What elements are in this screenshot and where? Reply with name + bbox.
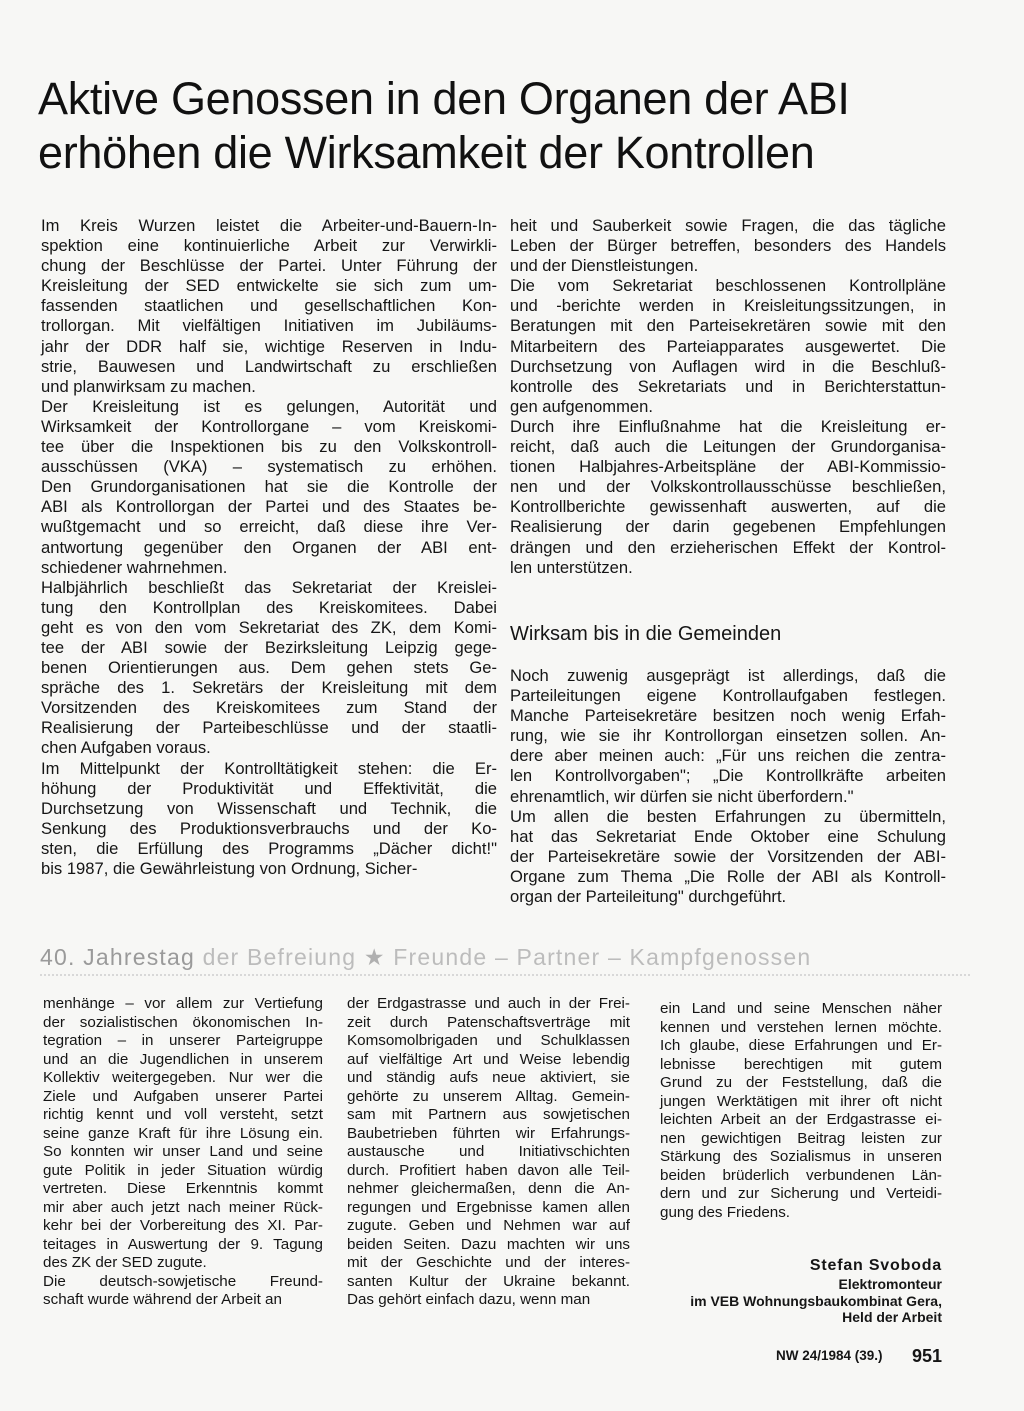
text-line: antwortung gegenüber den Organen der ABI ent-: [41, 537, 497, 557]
text-line: und der Dienstleistungen.: [510, 256, 699, 276]
text-line: spräche des 1. Sekretärs der Kreisleitung mit dem: [41, 678, 497, 698]
text-line: dern und zur Sicherung und Verteidi-: [660, 1185, 942, 1202]
text-line: höhung der Produktivität und Effektivität, die: [41, 778, 497, 798]
author-employer: im VEB Wohnungsbaukombinat Gera,: [690, 1292, 942, 1309]
author-occupation: Elektromonteur: [838, 1276, 942, 1292]
text-line: Kontrollberichte gewissenhaft auswerten, auf die: [510, 497, 946, 517]
text-line: Im Mittelpunkt der Kontrolltätigkeit stehen: die Er-: [41, 758, 497, 778]
text-line: vertreten. Diese Erkenntnis kommt: [43, 1180, 323, 1197]
text-line: Die vom Sekretariat beschlossenen Kontrollpläne: [510, 276, 946, 296]
text-line: und an die Jugendlichen in unserem: [43, 1050, 323, 1068]
text-line: kontrolle des Sekretariats und in Berichterstattun-: [510, 376, 946, 396]
text-line: tung den Kontrollplan des Kreiskomitees. Dabei: [41, 597, 497, 617]
text-line: Um allen die besten Erfahrungen zu übermitteln,: [510, 806, 946, 826]
text-line: Beratungen mit den Parteisekretären sowie mit den: [510, 316, 946, 336]
article-column-right-continued: [510, 666, 946, 907]
text-line: teitages in Auswertung der 9. Tagung: [43, 1235, 323, 1253]
text-line: Organe zum Thema „Die Rolle der ABI als Kontroll-: [510, 866, 946, 886]
text-line: Manche Parteisekretäre besitzen noch wenig Erfah-: [510, 706, 946, 726]
author-name: Stefan Svoboda: [809, 1257, 942, 1274]
text-line: tegration – in unserer Parteigruppe: [43, 1032, 323, 1049]
text-line: bis 1987, die Gewährleistung von Ordnung, Sicher-: [41, 859, 418, 878]
text-line: zugute. Geben und Nehmen war auf: [347, 1217, 630, 1234]
text-line: beiden Seiten. Dazu machten wir uns: [347, 1235, 630, 1253]
article-headline: [38, 72, 978, 180]
text-line: organ der Parteileitung" durchgeführt.: [510, 887, 787, 907]
text-line: Mitarbeitern des Parteiapparates ausgewertet. Die: [510, 336, 946, 356]
text-line: regungen und Ergebnisse kamen allen: [347, 1198, 630, 1216]
text-line: kennen und verstehen lernen möchte.: [660, 1018, 942, 1036]
text-line: lebnisse berechtigen mit gutem: [660, 1055, 942, 1073]
text-line: mit der Geschichte und der interes-: [347, 1254, 630, 1271]
letter-column-1: [43, 995, 323, 1310]
text-line: wußtgemacht und so erreicht, daß diese ihre Ver-: [41, 517, 497, 537]
text-line: Ziele und Aufgaben unserer Partei: [43, 1087, 323, 1105]
text-line: nehmer gleichermaßen, denn die An-: [347, 1180, 630, 1197]
headline-line-2: erhöhen die Wirksamkeit der Kontrollen: [38, 127, 815, 178]
text-line: Noch zuwenig ausgeprägt ist allerdings, daß die: [510, 666, 946, 685]
text-line: tee der ABI sowie der Bezirksleitung Leipzig gege-: [41, 637, 497, 657]
text-line: gung des Friedens.: [660, 1203, 791, 1221]
text-line: ehrenamtlich, wir dürfen sie nicht überfordern.": [510, 786, 854, 806]
text-line: Durchsetzung von Auflagen wird in die Beschluß-: [510, 356, 946, 376]
text-line: spektion eine kontinuierliche Arbeit zur Verwirkli-: [41, 236, 497, 256]
text-line: jungen Werktätigen mit ihrer oft nicht: [660, 1092, 942, 1110]
text-line: menhänge – vor allem zur Vertiefung: [43, 995, 323, 1012]
text-line: sam mit Partnern aus sowjetischen: [347, 1106, 630, 1123]
text-line: Realisierung der darin gegebenen Empfehlungen: [510, 517, 946, 537]
text-line: Kollektiv weitergegeben. Nur wer die: [43, 1069, 323, 1086]
text-line: beiden brüderlich verbundenen Län-: [660, 1166, 942, 1184]
text-line: chung der Beschlüsse der Partei. Unter Führung der: [41, 256, 497, 276]
text-line: der Parteisekretäre sowie der Vorsitzenden der ABI-: [510, 846, 946, 866]
text-line: trollorgan. Mit vielfältigen Initiativen im Jubiläums-: [41, 316, 497, 336]
text-line: des ZK der SED zugute.: [43, 1254, 207, 1271]
text-line: len unterstützen.: [510, 557, 633, 577]
text-line: Durch ihre Einflußnahme hat die Kreisleitung er-: [510, 416, 946, 436]
text-line: Realisierung der Parteibeschlüsse und der staatli-: [41, 718, 497, 738]
banner-part-3: Freunde – Partner – Kampfgenossen: [393, 944, 812, 970]
letter-column-2: [347, 995, 630, 1310]
text-line: zeit durch Patenschaftsverträge mit: [347, 1013, 630, 1031]
text-line: reicht, daß auch die Leitungen der Grundorganisa-: [510, 437, 946, 457]
text-line: Kreisleitung der SED entwickelte sie sich zum um-: [41, 276, 497, 296]
text-line: schaft wurde während der Arbeit an: [43, 1291, 282, 1308]
text-line: nen gewichtigen Beitrag leisten zur: [660, 1129, 942, 1147]
letter-column-3: [660, 1000, 942, 1222]
text-line: hat das Sekretariat Ende Oktober eine Schulung: [510, 826, 946, 846]
text-line: seine ganze Kraft für ihre Lösung ein.: [43, 1124, 323, 1142]
text-line: mir aber auch jetzt nach meiner Rück-: [43, 1198, 323, 1216]
text-line: Wirksamkeit der Kontrollorgane – vom Kreiskomi-: [41, 416, 497, 436]
author-title: Held der Arbeit: [842, 1309, 942, 1325]
text-line: santen Kultur der Ukraine bekannt.: [347, 1272, 630, 1290]
text-line: Ich glaube, diese Erfahrungen und Er-: [660, 1037, 942, 1054]
text-line: strie, Bauwesen und Landwirtschaft zu erschließen: [41, 356, 497, 376]
text-line: Das gehört einfach dazu, wenn man: [347, 1291, 591, 1308]
text-line: und ständig aufs neue aktiviert, sie: [347, 1069, 630, 1086]
text-line: gen aufgenommen.: [510, 396, 653, 416]
text-line: und -berichte werden in Kreisleitungssitzungen, in: [510, 296, 946, 316]
section-subheading: Wirksam bis in die Gemeinden: [510, 623, 782, 645]
author-signature: [650, 1256, 942, 1326]
text-line: richtig kennt und voll versteht, setzt: [43, 1106, 323, 1123]
text-line: gehörte zu unserem Alltag. Gemein-: [347, 1087, 630, 1105]
text-line: durch. Profitiert haben davon alle Teil-: [347, 1161, 630, 1179]
text-line: austausche und Initiativschichten: [347, 1143, 630, 1160]
text-line: Stärkung des Sozialismus in unseren: [660, 1148, 942, 1165]
text-line: Halbjährlich beschließt das Sekretariat der Kreislei-: [41, 577, 497, 597]
text-line: jahr der DDR half sie, wichtige Reserven in Indu-: [41, 336, 497, 356]
text-line: tionen Halbjahres-Arbeitspläne der ABI-Kommissio-: [510, 457, 946, 477]
text-line: der Erdgastrasse und auch in der Frei-: [347, 995, 630, 1012]
text-line: Durchsetzung von Wissenschaft und Technik, die: [41, 798, 497, 818]
text-line: tee über die Inspektionen bis zu den Volkskontroll-: [41, 437, 497, 457]
text-line: ein Land und seine Menschen näher: [660, 1000, 942, 1017]
text-line: geht es von den vom Sekretariat des ZK, dem Komi-: [41, 617, 497, 637]
anniversary-banner: [40, 940, 970, 976]
text-line: und planwirksam zu machen.: [41, 376, 256, 396]
text-line: Komsomolbrigaden und Schulklassen: [347, 1032, 630, 1049]
text-line: Parteileitungen eigene Kontrollaufgaben festlegen.: [510, 686, 946, 706]
text-line: sten, die Erfüllung des Programms „Dächer dicht!": [41, 838, 497, 858]
text-line: auf vielfältige Art und Weise lebendig: [347, 1050, 630, 1068]
text-line: ABI als Kontrollorgan der Partei und des Staates be-: [41, 497, 497, 517]
text-line: Den Grundorganisationen hat sie die Kontrolle der: [41, 477, 497, 497]
text-line: der sozialistischen ökonomischen In-: [43, 1013, 323, 1031]
article-column-left: [41, 216, 497, 879]
text-line: Leben der Bürger betreffen, besonders des Handels: [510, 236, 946, 256]
text-line: chen Aufgaben voraus.: [41, 738, 211, 758]
text-line: benen Orientierungen aus. Dem gehen stets Ge-: [41, 658, 497, 678]
banner-part-2: der Befreiung: [202, 944, 357, 970]
issue-reference: NW 24/1984 (39.): [776, 1348, 883, 1363]
article-column-right: [510, 216, 946, 578]
text-line: Senkung des Produktionsverbrauchs und der Ko-: [41, 818, 497, 838]
page-number: 951: [912, 1346, 943, 1366]
text-line: heit und Sauberkeit sowie Fragen, die das tägliche: [510, 216, 946, 235]
text-line: kehr bei der Vorbereitung des XI. Par-: [43, 1217, 323, 1234]
text-line: So konnten wir unser Land und seine: [43, 1143, 323, 1160]
text-line: gute Politik in jeder Situation würdig: [43, 1161, 323, 1179]
text-line: Baubetrieben führten wir Erfahrungs-: [347, 1124, 630, 1142]
star-icon: ★: [363, 944, 386, 970]
text-line: schiedener wahrnehmen.: [41, 557, 228, 577]
headline-line-1: Aktive Genossen in den Organen der ABI: [38, 73, 850, 124]
text-line: len Kontrollvorgaben"; „Die Kontrollkräfte arbeiten: [510, 766, 946, 786]
text-line: ausschüssen (VKA) – systematisch zu erhöhen.: [41, 457, 497, 477]
text-line: Im Kreis Wurzen leistet die Arbeiter-und-Bauern-In-: [41, 216, 497, 235]
text-line: nen und der Volkskontrollausschüsse beschließen,: [510, 477, 946, 497]
text-line: Grund zu der Feststellung, daß die: [660, 1074, 942, 1091]
text-line: Der Kreisleitung ist es gelungen, Autorität und: [41, 396, 497, 416]
text-line: rung, wie sie ihr Kontrollorgan einsetzen sollen. An-: [510, 726, 946, 746]
text-line: leichten Arbeit an der Erdgastrasse ei-: [660, 1111, 942, 1128]
text-line: Die deutsch-sowjetische Freund-: [43, 1272, 323, 1290]
text-line: drängen und den erzieherischen Effekt der Kontrol-: [510, 537, 946, 557]
text-line: Vorsitzenden des Kreiskomitees zum Stand der: [41, 698, 497, 718]
banner-part-1: 40. Jahrestag: [40, 944, 195, 970]
text-line: dere aber meinen auch: „Für uns reichen die zentra-: [510, 746, 946, 766]
text-line: fassenden staatlichen und gesellschaftlichen Kon-: [41, 296, 497, 316]
